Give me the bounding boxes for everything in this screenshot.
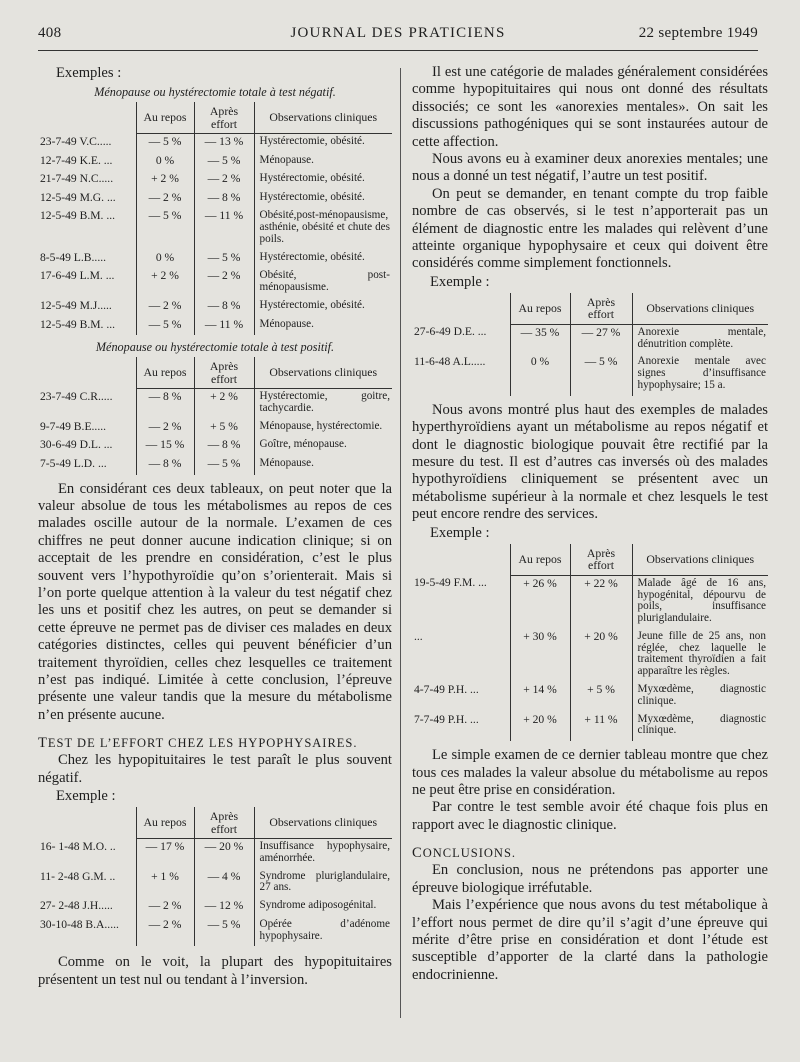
cell-repos: 0 % xyxy=(136,250,194,269)
table-row xyxy=(38,839,392,869)
cell-date: 8-5-49 L.B..... xyxy=(40,250,107,264)
table-row xyxy=(38,917,392,947)
cell-effort: + 5 % xyxy=(570,682,632,712)
cell-date: 12-7-49 K.E. ... xyxy=(40,153,113,167)
table-row xyxy=(38,419,392,438)
table-anorexia xyxy=(412,293,768,396)
table-header-row xyxy=(38,102,392,134)
paragraph: Mais l’expérience que nous avons du test métabolique à l’effort nous permet de dire qu’il s’agit d’une épreuve qui mérite d’être prise en considération et dont l’étude est susceptible d’apporter de la clarté dans la pathologie endocrinienne. xyxy=(412,897,768,983)
cell-effort: — 8 % xyxy=(194,190,254,209)
heading-rest: ONCLUSIONS. xyxy=(422,846,517,861)
column-header xyxy=(412,544,510,576)
cell-date: 12-5-49 M.J..... xyxy=(40,298,112,312)
cell-effort: — 5 % xyxy=(194,250,254,269)
column-header xyxy=(38,357,136,389)
table-header-row xyxy=(412,544,768,576)
table-row xyxy=(38,171,392,190)
cell-obs: Hystérectomie, obésité. xyxy=(254,190,392,209)
cell-date: 27- 2-48 J.H..... xyxy=(40,899,113,913)
cell-obs: Anorexie mentale, dénutrition complète. xyxy=(632,324,768,354)
page-header xyxy=(38,25,758,47)
header-rule xyxy=(38,50,758,51)
example-label: Exemple : xyxy=(430,524,490,541)
heading-initial: T xyxy=(38,735,48,752)
cell-effort: — 8 % xyxy=(194,298,254,317)
cell-obs: Malade âgé de 16 ans, hypogénital, dépourvu de poils, insuffisance pluriglandulaire. xyxy=(632,575,768,629)
table-header-row xyxy=(38,807,392,839)
cell-obs: Ménopause. xyxy=(254,456,392,475)
cell-date: 11- 2-48 G.M. .. xyxy=(40,869,116,883)
cell-date: 23-7-49 C.R..... xyxy=(40,389,113,403)
cell-date: 7-7-49 P.H. ... xyxy=(414,712,479,726)
cell-obs: Jeune fille de 25 ans, non réglée, chez laquelle le traitement thyroïdien a fait apparaître les règles. xyxy=(632,629,768,682)
cell-effort: — 8 % xyxy=(194,437,254,456)
table-hypothyroid xyxy=(412,544,768,742)
cell-obs: Obésité, post-ménopausisme. xyxy=(254,268,392,298)
cell-obs: Hystérectomie, obésité. xyxy=(254,134,392,153)
cell-effort: + 5 % xyxy=(194,419,254,438)
column-header: Après effort xyxy=(194,357,254,389)
table-row xyxy=(412,575,768,629)
cell-obs: Insuffisance hypophysaire, aménorrhée. xyxy=(254,839,392,869)
journal-title: JOURNAL DES PRATICIENS xyxy=(290,25,506,41)
cell-date: 11-6-48 A.L..... xyxy=(414,355,486,369)
table-row xyxy=(38,208,392,249)
column-header xyxy=(412,293,510,325)
table-row xyxy=(38,190,392,209)
column-header: Après effort xyxy=(570,544,632,576)
column-header: Observations cliniques xyxy=(632,544,768,576)
cell-repos: — 5 % xyxy=(136,208,194,249)
table-row xyxy=(38,268,392,298)
cell-effort: — 13 % xyxy=(194,134,254,153)
cell-date: 12-5-49 M.G. ... xyxy=(40,190,116,204)
cell-date: 16- 1-48 M.O. .. xyxy=(40,839,116,853)
cell-repos: + 1 % xyxy=(136,869,194,899)
paragraph: Le simple examen de ce dernier tableau montre que chez tous ces malades la valeur absolue du métabolisme au repos ne peut être prise en considération. xyxy=(412,747,768,799)
table-row xyxy=(38,389,392,419)
table-menopause-negative xyxy=(38,102,392,335)
cell-obs: Syndrome adiposogénital. xyxy=(254,898,392,917)
cell-repos: + 14 % xyxy=(510,682,570,712)
cell-effort: — 2 % xyxy=(194,268,254,298)
cell-repos: — 5 % xyxy=(136,317,194,336)
cell-repos: + 2 % xyxy=(136,268,194,298)
cell-date: 12-5-49 B.M. ... xyxy=(40,209,116,223)
cell-date: 7-5-49 L.D. ... xyxy=(40,456,107,470)
heading-initial: C xyxy=(412,845,423,862)
cell-repos: — 35 % xyxy=(510,324,570,354)
cell-obs: Goître, ménopause. xyxy=(254,437,392,456)
cell-obs: Ménopause. xyxy=(254,317,392,336)
table2-caption: Ménopause ou hystérectomie totale à test positif. xyxy=(95,340,335,355)
cell-obs: Obésité,post-ménopausisme, asthénie, obésité et chute des poils. xyxy=(254,208,392,249)
table-row xyxy=(412,682,768,712)
cell-effort: — 5 % xyxy=(194,153,254,172)
column-header: Après effort xyxy=(194,102,254,134)
cell-obs: Syndrome pluriglandulaire, 27 ans. xyxy=(254,869,392,899)
table-header-row xyxy=(38,357,392,389)
issue-date: 22 septembre 1949 xyxy=(638,25,758,41)
column-divider xyxy=(400,68,401,1018)
cell-obs: Opérée d’adénome hypophysaire. xyxy=(254,917,392,947)
table1-caption: Ménopause ou hystérectomie totale à test négatif. xyxy=(94,85,336,99)
table-row xyxy=(412,354,768,395)
paragraph: Par contre le test semble avoir été chaque fois plus en rapport avec le diagnostic clinique. xyxy=(412,799,768,833)
table-row xyxy=(38,153,392,172)
right-column xyxy=(412,64,768,984)
table-row xyxy=(38,898,392,917)
paragraph: En conclusion, nous ne prétendons pas apporter une épreuve biologique irréfutable. xyxy=(412,862,768,896)
cell-obs: Hystérectomie, obésité. xyxy=(254,171,392,190)
paragraph: Nous avons eu à examiner deux anorexies mentales; une nous a donné un test négatif, l’autre un test positif. xyxy=(412,151,768,185)
cell-obs: Hystérectomie, obésité. xyxy=(254,250,392,269)
cell-repos: — 8 % xyxy=(136,456,194,475)
column-header: Observations cliniques xyxy=(254,357,392,389)
column-header: Après effort xyxy=(194,807,254,839)
cell-obs: Ménopause, hystérectomie. xyxy=(254,419,392,438)
column-header: Au repos xyxy=(510,544,570,576)
cell-effort: + 2 % xyxy=(194,389,254,419)
cell-repos: — 2 % xyxy=(136,190,194,209)
table-row xyxy=(38,298,392,317)
cell-effort: + 20 % xyxy=(570,629,632,682)
cell-effort: — 11 % xyxy=(194,317,254,336)
cell-effort: — 5 % xyxy=(570,354,632,395)
cell-repos: + 26 % xyxy=(510,575,570,629)
page-number: 408 xyxy=(38,25,62,41)
cell-obs: Myxœdème, diagnostic clinique. xyxy=(632,712,768,742)
cell-repos: + 2 % xyxy=(136,171,194,190)
table-row xyxy=(38,869,392,899)
paragraph: Il est une catégorie de malades généralement considérées comme hypopituitaires qui nous ont donné des résultats dissociés; ce sont les «anorexies mentales». On sait les discussions pathogéniques qui se sont instaurées autour de cette affection. xyxy=(412,64,768,150)
table-row xyxy=(38,456,392,475)
paragraph: En considérant ces deux tableaux, on peut noter que la valeur absolue de tous les métabolismes au repos de ces malades oscille autour de la normale. L’examen de ces chiffres ne peut donner aucune indication clinique; si on acceptait de les prendre en considération, c’est le plus souvent vers l’hypothyroïdie qu’on s’orienterait. Mais si l’on porte quelque attention à la valeur du test négatif chez les uns et positif chez les autres, on peut se demander si cette épreuve ne permet pas de diviser ces malades en deux catégories distinctes, celles qui peuvent bénéficier d’un traitement thyroïdien, celles chez lesquelles ce traitement n’est pas indiqué. Limitée à cette conclusion, l’épreuve présente une valeur tandis que la mesure du métabolisme n’en présente aucune. xyxy=(38,480,392,723)
cell-obs: Ménopause. xyxy=(254,153,392,172)
cell-effort: + 11 % xyxy=(570,712,632,742)
cell-repos: 0 % xyxy=(136,153,194,172)
table-row xyxy=(38,437,392,456)
table-row xyxy=(38,134,392,153)
table-header-row xyxy=(412,293,768,325)
example-label: Exemple : xyxy=(430,273,490,290)
cell-repos: — 2 % xyxy=(136,298,194,317)
column-header: Au repos xyxy=(136,102,194,134)
cell-date: 17-6-49 L.M. ... xyxy=(40,269,115,283)
cell-date: 30-6-49 D.L. ... xyxy=(40,438,113,452)
column-header: Au repos xyxy=(136,357,194,389)
cell-effort: + 22 % xyxy=(570,575,632,629)
table-row xyxy=(38,317,392,336)
cell-repos: — 8 % xyxy=(136,389,194,419)
cell-obs: Myxœdème, diagnostic clinique. xyxy=(632,682,768,712)
column-header: Observations cliniques xyxy=(254,102,392,134)
left-column xyxy=(38,64,392,989)
cell-date: 19-5-49 F.M. ... xyxy=(414,576,487,590)
column-header xyxy=(38,807,136,839)
cell-repos: — 15 % xyxy=(136,437,194,456)
cell-repos: — 2 % xyxy=(136,898,194,917)
paragraph: Chez les hypopituitaires le test paraît le plus souvent négatif. xyxy=(38,752,392,786)
paragraph: Comme on le voit, la plupart des hypopituitaires présentent un test nul ou tendant à l’inversion. xyxy=(38,954,392,988)
cell-effort: — 5 % xyxy=(194,917,254,947)
cell-repos: — 5 % xyxy=(136,134,194,153)
table-menopause-positive xyxy=(38,357,392,474)
column-header: Observations cliniques xyxy=(632,293,768,325)
cell-effort: — 4 % xyxy=(194,869,254,899)
cell-repos: — 17 % xyxy=(136,839,194,869)
section-heading-conclusions xyxy=(412,844,768,862)
cell-effort: — 20 % xyxy=(194,839,254,869)
cell-effort: — 2 % xyxy=(194,171,254,190)
table-row xyxy=(412,629,768,682)
cell-effort: — 11 % xyxy=(194,208,254,249)
cell-date: 12-5-49 B.M. ... xyxy=(40,317,116,331)
cell-obs: Hystérectomie, goitre, tachycardie. xyxy=(254,389,392,419)
cell-date: 23-7-49 V.C..... xyxy=(40,134,112,148)
cell-date: 27-6-49 D.E. ... xyxy=(414,325,487,339)
cell-effort: — 12 % xyxy=(194,898,254,917)
cell-date: 30-10-48 B.A..... xyxy=(40,917,119,931)
column-header: Au repos xyxy=(510,293,570,325)
table-row xyxy=(412,324,768,354)
column-header xyxy=(38,102,136,134)
cell-repos: + 30 % xyxy=(510,629,570,682)
cell-date: 4-7-49 P.H. ... xyxy=(414,683,479,697)
table-row xyxy=(412,712,768,742)
cell-obs: Anorexie mentale avec signes d’insuffisance hypophysaire; 15 a. xyxy=(632,354,768,395)
cell-date: ... xyxy=(414,629,423,643)
table-row xyxy=(38,250,392,269)
column-header: Après effort xyxy=(570,293,632,325)
column-header: Au repos xyxy=(136,807,194,839)
cell-repos: + 20 % xyxy=(510,712,570,742)
heading-rest: EST DE L’EFFORT CHEZ LES HYPOPHYSAIRES. xyxy=(47,736,358,751)
cell-repos: 0 % xyxy=(510,354,570,395)
paragraph: On peut se demander, en tenant compte du trop faible nombre de cas observés, si le test n’apporterait pas un élément de diagnostic entre les malades qui relèvent d’une atteinte organique hypophysaire et ceux qui doivent être considérés comme simplement fonctionnels. xyxy=(412,185,768,272)
cell-date: 21-7-49 N.C..... xyxy=(40,172,114,186)
examples-label: Exemples : xyxy=(56,65,122,81)
example-label: Exemple : xyxy=(56,788,116,805)
cell-obs: Hystérectomie, obésité. xyxy=(254,298,392,317)
cell-effort: — 5 % xyxy=(194,456,254,475)
table-hypopituitary xyxy=(38,807,392,946)
cell-effort: — 27 % xyxy=(570,324,632,354)
paragraph: Nous avons montré plus haut des exemples de malades hyperthyroïdiens ayant un métabolisme au repos négatif et dont le diagnostic biologique pouvait être rectifié par la mesure du test. Il est d’autres cas inversés où des malades hypothyroïdiens cliniquement se présentent avec un métabolisme supérieur à la normale et chez lesquels le test peut encore rendre des services. xyxy=(412,401,768,523)
section-heading-hypophysaires xyxy=(38,734,392,752)
cell-repos: — 2 % xyxy=(136,419,194,438)
cell-date: 9-7-49 B.E..... xyxy=(40,419,107,433)
column-header: Observations cliniques xyxy=(254,807,392,839)
cell-repos: — 2 % xyxy=(136,917,194,947)
